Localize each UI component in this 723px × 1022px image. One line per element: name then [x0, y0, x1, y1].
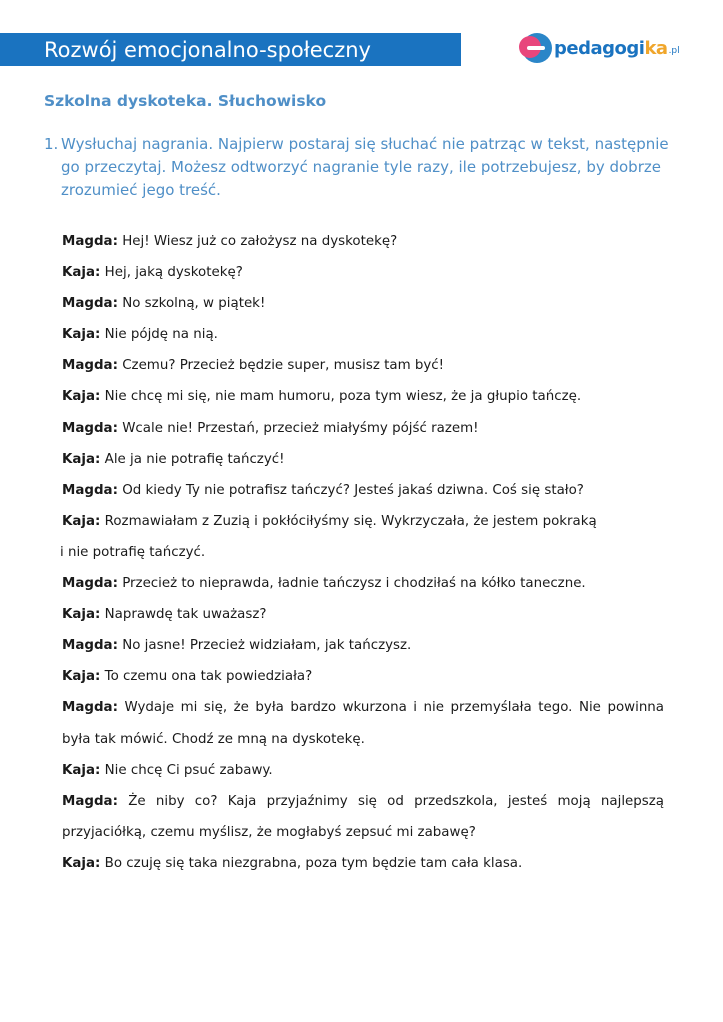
utterance: To czemu ona tak powiedziała?	[100, 669, 313, 685]
utterance: Rozmawiałam z Zuzią i pokłóciłyśmy się. Wykrzyczała, że jestem pokraką	[100, 513, 597, 529]
dialog-line	[62, 226, 664, 257]
speaker: Magda:	[62, 234, 118, 249]
dialog-transcript	[62, 226, 664, 879]
dialog-line	[62, 692, 664, 754]
utterance: Przecież to nieprawda, ładnie tańczysz i chodziłaś na kółko taneczne.	[117, 576, 586, 592]
dialog-line	[62, 413, 664, 444]
dialog-line	[62, 568, 664, 599]
speaker: Magda:	[62, 358, 118, 374]
dialog-line-continuation	[60, 537, 664, 568]
speaker: Magda:	[62, 482, 118, 498]
utterance: Hej! Wiesz już co założysz na dyskotekę?	[117, 234, 398, 249]
speaker: Kaja:	[62, 855, 101, 871]
speaker: Magda:	[62, 420, 118, 436]
utterance: Nie pójdę na nią.	[100, 327, 218, 343]
page-title: Rozwój emocjonalno-społeczny	[44, 38, 371, 62]
logo-text: pedagogika	[554, 37, 668, 59]
utterance: No szkolną, w piątek!	[117, 296, 266, 312]
logo-e-icon	[522, 33, 552, 63]
utterance: Że niby co? Kaja przyjaźnimy się od przedszkola, jesteś moją najlepszą przyjaciółką, czemu myślisz, że mogłabyś zepsuć mi zabawę?	[62, 793, 664, 840]
logo-suffix: .pl	[668, 46, 680, 56]
utterance: i nie potrafię tańczyć.	[60, 544, 206, 560]
task-text: Wysłuchaj nagrania. Najpierw postaraj się słuchać nie patrząc w tekst, następnie go przeczytaj. Możesz odtworzyć nagranie tyle razy, ile potrzebujesz, by dobrze zrozumieć jego treść.	[61, 135, 669, 199]
speaker: Kaja:	[62, 265, 101, 281]
utterance: Ale ja nie potrafię tańczyć!	[100, 451, 285, 467]
dialog-line	[62, 319, 664, 350]
dialog-line	[62, 257, 664, 288]
speaker: Magda:	[62, 576, 118, 592]
dialog-line	[62, 630, 664, 661]
utterance: Od kiedy Ty nie potrafisz tańczyć? Jesteś jakaś dziwna. Coś się stało?	[117, 482, 584, 498]
speaker: Magda:	[62, 793, 118, 809]
speaker: Magda:	[62, 638, 118, 654]
utterance: Hej, jaką dyskotekę?	[100, 265, 243, 281]
task-number: 1.	[44, 135, 59, 153]
dialog-line	[62, 755, 664, 786]
dialog-line	[62, 444, 664, 475]
speaker: Magda:	[62, 296, 118, 312]
task-instruction	[44, 133, 684, 202]
utterance: Nie chcę mi się, nie mam humoru, poza tym wiesz, że ja głupio tańczę.	[100, 389, 582, 405]
speaker: Kaja:	[62, 669, 101, 685]
speaker: Kaja:	[62, 513, 101, 529]
speaker: Kaja:	[62, 451, 101, 467]
speaker: Kaja:	[62, 607, 101, 623]
dialog-line	[62, 661, 664, 692]
utterance: Czemu? Przecież będzie super, musisz tam być!	[117, 358, 445, 374]
dialog-line	[62, 599, 664, 630]
utterance: Naprawdę tak uważasz?	[100, 607, 267, 623]
speaker: Kaja:	[62, 762, 101, 778]
dialog-line	[62, 288, 664, 319]
utterance: Bo czuję się taka niezgrabna, poza tym będzie tam cała klasa.	[100, 855, 523, 871]
epedagogika-logo[interactable]	[522, 30, 680, 66]
section-subtitle: Szkolna dyskoteka. Słuchowisko	[44, 92, 327, 110]
speaker: Kaja:	[62, 389, 101, 405]
speaker: Magda:	[62, 700, 118, 716]
dialog-line	[62, 786, 664, 848]
dialog-line	[62, 848, 664, 879]
utterance: Wcale nie! Przestań, przecież miałyśmy pójść razem!	[117, 420, 479, 436]
utterance: Nie chcę Ci psuć zabawy.	[100, 762, 273, 778]
dialog-line	[62, 506, 664, 537]
utterance: No jasne! Przecież widziałam, jak tańczysz.	[117, 638, 412, 654]
utterance: Wydaje mi się, że była bardzo wkurzona i nie przemyślała tego. Nie powinna była tak mówić. Chodź ze mną na dyskotekę.	[62, 700, 664, 747]
dialog-line	[62, 475, 664, 506]
dialog-line	[62, 350, 664, 381]
dialog-line	[62, 381, 664, 412]
speaker: Kaja:	[62, 327, 101, 343]
